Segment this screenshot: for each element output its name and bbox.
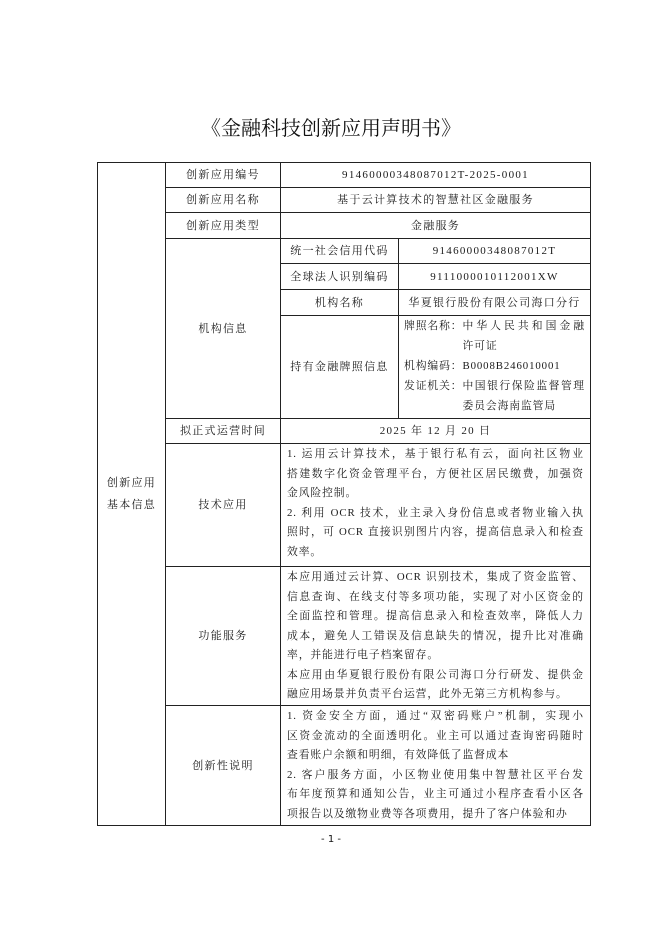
license-info-label: 持有金融牌照信息 — [281, 316, 399, 419]
tech-application-label: 技术应用 — [166, 444, 281, 567]
text-line: 项报告以及缴物业费等各项费用，提升了客户体验和办 — [287, 807, 568, 820]
launch-date-label: 拟正式运营时间 — [166, 419, 281, 444]
text-line: 成本，避免人工错误及信息缺失的情况，提升比对准确 — [287, 629, 584, 642]
license-detail-row — [404, 356, 585, 376]
table-row — [98, 163, 591, 188]
license-info-value — [399, 316, 591, 419]
text-line: 本应用由华夏银行股份有限公司海口分行研发、提供金 — [287, 668, 584, 681]
license-detail-row — [404, 316, 585, 356]
institution-name-label: 机构名称 — [281, 290, 399, 316]
text-line: 2. 客户服务方面，小区物业使用集中智慧社区平台发 — [287, 768, 584, 781]
text-line: 搭建数字化资金管理平台，方便社区居民缴费，加强资 — [287, 467, 584, 480]
text-line: 信息查询、在线支付等多项功能，实现了对小区资金的 — [287, 590, 584, 603]
text-line: 2. 利用 OCR 技术，业主录入身份信息或者物业输入执 — [287, 506, 584, 519]
app-name-value: 基于云计算技术的智慧社区金融服务 — [281, 188, 591, 213]
innovation-label: 创新性说明 — [166, 706, 281, 826]
text-line: 1. 资金安全方面，通过“双密码账户”机制，实现小 — [287, 710, 584, 722]
launch-date-value: 2025 年 12 月 20 日 — [281, 419, 591, 444]
text-line: 照时，可 OCR 直接识别图片内容，提高信息录入和检查 — [287, 526, 584, 538]
license-detail-line: B0008B246010001 — [462, 360, 561, 372]
credit-code-label: 统一社会信用代码 — [281, 239, 399, 264]
table-row — [98, 706, 591, 826]
application-info-table — [97, 162, 591, 826]
text-line: 本应用通过云计算、OCR 识别技术，集成了资金监管、 — [287, 571, 584, 583]
license-detail-key: 机构编码： — [404, 360, 463, 372]
text-line: 区资金流动的全面透明化。业主可以通过查询密码随时 — [287, 729, 584, 742]
table-row — [98, 188, 591, 213]
text-line: 查看账户余额和明细，有效降低了监督成本 — [287, 749, 510, 761]
text-line: 率，并能进行电子档案留存。 — [287, 649, 440, 661]
credit-code-value: 91460000348087012T — [399, 239, 591, 264]
app-type-value: 金融服务 — [281, 213, 591, 239]
app-name-label: 创新应用名称 — [166, 188, 281, 213]
text-line: 1. 运用云计算技术，基于银行私有云，面向社区物业 — [287, 448, 584, 460]
function-service-text — [281, 567, 591, 706]
tech-application-text — [281, 444, 591, 567]
table-row — [98, 444, 591, 567]
app-type-label: 创新应用类型 — [166, 213, 281, 239]
app-number-value: 91460000348087012T-2025-0001 — [281, 163, 591, 188]
table-row — [98, 567, 591, 706]
license-detail-value — [462, 376, 585, 416]
license-detail-value — [462, 356, 585, 376]
text-line: 金风险控制。 — [287, 487, 358, 499]
license-detail-key: 发证机关： — [404, 380, 463, 392]
page-number: - 1 - — [321, 834, 341, 845]
license-detail-value — [462, 316, 585, 356]
license-detail-line: 委员会海南监管局 — [462, 400, 557, 412]
text-line: 融应用场景并负责平台运营，此外无第三方机构参与。 — [287, 688, 568, 700]
institution-info-label: 机构信息 — [166, 239, 281, 419]
document-title: 《金融科技创新应用声明书》 — [201, 116, 461, 140]
institution-name-value: 华夏银行股份有限公司海口分行 — [399, 290, 591, 316]
license-detail-row — [404, 376, 585, 416]
table-row — [98, 419, 591, 444]
lei-label: 全球法人识别编码 — [281, 264, 399, 290]
text-line: 效率。 — [287, 545, 323, 558]
table-row — [98, 213, 591, 239]
text-line: 布年度预算和通知公告，业主可通过小程序查看小区各 — [287, 788, 584, 800]
license-detail-line: 中国银行保险监督管理 — [462, 380, 585, 392]
innovation-text — [281, 706, 591, 826]
text-line: 全面监控和管理。提高信息录入和检查效率，降低人力 — [287, 610, 584, 622]
section-label-line: 基本信息 — [106, 499, 157, 511]
table-row — [98, 239, 591, 264]
app-number-label: 创新应用编号 — [166, 163, 281, 188]
lei-value: 9111000010112001XW — [399, 264, 591, 290]
license-detail-key: 牌照名称： — [404, 320, 463, 332]
license-detail-line: 中华人民共和国金融 — [462, 320, 585, 332]
license-detail-line: 许可证 — [462, 340, 498, 352]
section-label-line: 创新应用 — [106, 477, 157, 489]
section-label-cell — [98, 163, 166, 826]
function-service-label: 功能服务 — [166, 567, 281, 706]
